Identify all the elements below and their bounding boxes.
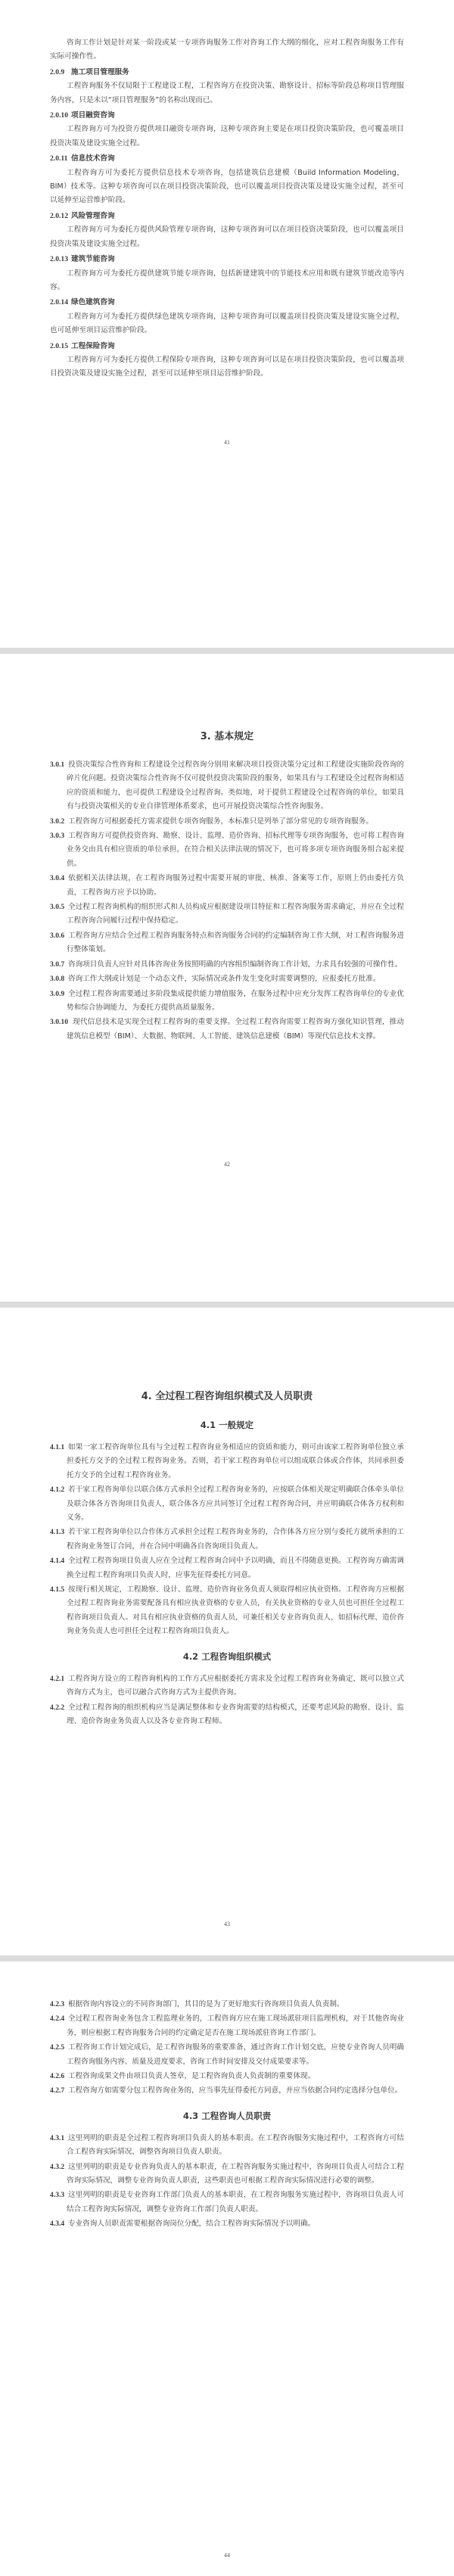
section-4-1-items [50,1441,404,1639]
clause-text: 全过程工程咨询需要通过多阶段集成提供能力增值服务，在服务过程中应充分发挥工程咨询单位的专业优势和综合协调能力，为委托方提供高质量服务。 [67,989,404,1012]
clause-number: 4.3.3 [50,2191,65,2200]
clause-title: 绿色建筑咨询 [71,298,115,307]
page-number: 44 [224,2552,230,2559]
clause-paragraph [50,2217,404,2231]
clause-paragraph [50,1554,404,1582]
clause-text: 这里列明的职责是专业咨询工作部门负责人的基本职责，在工程咨询服务实施过程中，咨询项目负责人可结合工程咨询实际情况，调整专业咨询工作部门负责人职责。 [67,2191,404,2214]
section-3-items [50,758,404,1044]
subsection-title: 4.1 一般规定 [200,1420,254,1430]
section-4-2-cont-items [50,1998,404,2098]
clause-number: 4.2.3 [50,2000,65,2008]
clause-number: 4.1.5 [50,1585,65,1594]
clause-number: 4.2.5 [50,2043,65,2052]
clause-paragraph [50,1583,404,1639]
document-page-44 [0,1962,454,2576]
clause-number: 3.0.9 [50,989,65,998]
clause-paragraph [50,2012,404,2040]
clause-paragraph [50,1441,404,1482]
clause-number: 4.1.2 [50,1486,65,1495]
clause-text: 现代信息技术是实现全过程工程咨询的重要支撑。全过程工程咨询需要工程咨询方强化知识管理，推动建筑信息模型（BIM）、大数据、物联网、人工智能、建筑信息建模（BIM）等现代信息技术支撑。 [67,1018,404,1041]
clause-title: 工程保险咨询 [71,341,115,350]
clause-paragraph [50,901,404,929]
clause-text: 专业咨询人员职责需要根据咨询岗位分配，结合工程咨询实际情况予以明确。 [68,2220,316,2229]
clause-paragraph [50,1672,404,1700]
clause-paragraph [50,758,404,814]
clause-text: 工程咨询方设立的工程咨询机构的工作方式应根据委托方需求及全过程工程咨询业务确定，既可以独立式咨询方式为主，也可以融合式咨询方式为主提供咨询。 [67,1674,404,1697]
clause-number: 3.0.8 [50,975,65,984]
clause-number: 4.1.3 [50,1528,65,1537]
clause-text: 这里列明的职责是专业咨询负责人的基本职责，在工程咨询服务实施过程中，咨询项目负责人可结合工程咨询实际情况，调整专业咨询负责人职责，这些职责也可根据工程咨询实际情况进行必要的调整。 [67,2162,404,2186]
clause-body: 工程咨询服务不仅局限于工程建设工程，工程咨询方在投资决策、勘察设计、招标等阶段总称项目管理服务内容，只是未以“项目管理服务”的名称出现而已。 [50,82,404,104]
clause-paragraph [50,1998,404,2011]
clause-body: 工程咨询方可为委托方提供建筑节能专项咨询，包括新建建筑中的节能技术应用和既有建筑节能改造等内容。 [50,269,404,291]
clause-title: 风险管理咨询 [71,211,115,220]
clause-text: 全过程工程咨询业务包含工程监理业务的，工程咨询方应在施工现场派驻项目监理机构，对于其他咨询业务，则应根据工程咨询服务合同的约定确定是否在施工现场派驻咨询工作部门。 [67,2014,404,2037]
clause-text: 全过程工程咨询项目负责人应在全过程工程咨询合同中予以明确，而且不得随意更换。工程咨询方确需调换全过程工程咨询项目负责人时，应事先征得委托方同意。 [67,1557,404,1579]
page-number: 42 [224,1161,230,1168]
clause-heading [50,109,404,123]
clause-number: 2.0.9 [50,67,65,76]
clause-text: 工程咨询方如需要分包工程咨询业务的，应当事先征得委托方同意，并应当依据合同约定选择分包单位。 [68,2086,403,2095]
clause-number: 3.0.3 [50,832,65,841]
clause-text: 全过程工程咨询的组织机构应当是满足整体和专业咨询需要的结构模式，还要考虑风险的勘察、设计、监理、造价咨询业务负责人以及各专业咨询工程师。 [67,1703,404,1725]
clause-heading [50,210,404,223]
clause-number: 4.3.1 [50,2133,65,2142]
clause-number: 3.0.4 [50,874,65,883]
clause-text: 投资决策综合性咨询和工程建设全过程咨询分别用来解决项目投资决策分定过和工程建设实施阶段咨询的碎片化问题。投资决策综合性咨询不仅可提供投资决策阶段的服务，如果具有与工程建设全过程咨询相适应的资质和能力，也可提供工程建设全过程咨询。类似地，对于提供工程建设全过程咨询的单位，如果具有与投资决策相关的专业自律管理体系要求，也可开展投资决策综合性咨询服务。 [67,761,404,811]
section-title: 4. 全过程工程咨询组织模式及人员职责 [141,1391,313,1402]
clause-paragraph [50,2084,404,2098]
clause-paragraph [50,2041,404,2069]
clause-paragraph [50,988,404,1016]
clause-paragraph [50,2070,404,2083]
document-page-42 [0,654,454,1302]
clause-number: 2.0.12 [50,211,68,220]
clause-number: 4.2.4 [50,2014,65,2024]
clause-text: 咨询项目负责人应针对具体咨询业务按照明确的内容组织编制咨询工作计划，力求具有较强的可操作性。 [68,960,403,969]
clause-title: 信息技术咨询 [71,154,115,163]
clause-number: 4.2.6 [50,2072,65,2081]
clause-text: 若干家工程咨询单位以联合体方式承担全过程工程咨询业务的，应按联合体相关规定明确联合体牵头单位及联合体各方咨询项目负责人，联合体各方应共同签订全过程工程咨询合同，并应明确联合体各方权利和义务。 [67,1486,404,1523]
clause-text: 根据咨询内容设立的不同咨询部门，其目的是为了更好地实行咨询项目负责人负责制。 [68,2000,344,2008]
clause-title: 项目融资咨询 [71,111,115,120]
document-page-41 [0,0,454,648]
clause-number: 2.0.14 [50,298,68,307]
clause-number: 4.3.2 [50,2162,65,2171]
clause-paragraph [50,2132,404,2160]
clause-paragraph [50,829,404,871]
clause-number: 4.1.4 [50,1557,65,1566]
clause-body: 工程咨询方可为委托方提供风险管理专项咨询，这种专项咨询可以在项目投资决策阶段，也可以覆盖项目投资决策及建设实施全过程。 [50,226,404,248]
clause-paragraph [50,2189,404,2217]
clause-number: 2.0.15 [50,341,68,350]
clause-paragraph [50,815,404,829]
clause-number: 2.0.13 [50,255,68,264]
clause-number: 4.1.1 [50,1443,65,1451]
clause-heading [50,66,404,79]
clause-text: 全过程工程咨询机构的组织形式和人员构成应根据建设项目特征和工程咨询服务需求确定，并应在全过程工程咨询合同履行过程中保持稳定。 [67,903,404,926]
clause-text: 咨询工作大纲或计划是一个动态文件，实际情况或条件发生变化时需要调整的，应报委托方批准。 [68,975,381,984]
clause-paragraph [50,1483,404,1525]
clause-paragraph [50,958,404,972]
clause-text: 工程咨询方可根据委托方需求提供专项咨询服务，本标准只是列举了部分常见的专项咨询服务。 [68,817,373,826]
clause-text: 若干家工程咨询单位以合作体方式承担全过程工程咨询业务的，合作体各方应分别与委托方就所承担的工程咨询业务签订合同，并在合同中明确各自咨询项目负责人。 [67,1528,404,1551]
clause-number: 4.2.7 [50,2086,65,2095]
clause-text: 工程咨询成果文件由项目负责人签章，是工程咨询负责人负责制的重要体现。 [68,2072,316,2081]
section-2-items [50,66,404,381]
clause-number: 3.0.7 [50,960,65,969]
clause-heading [50,152,404,166]
clause-number: 4.2.2 [50,1703,65,1712]
clause-title: 建筑节能咨询 [71,255,115,264]
clause-number: 3.0.1 [50,761,65,769]
page-number: 41 [224,439,230,446]
clause-paragraph [50,2161,404,2189]
clause-number: 2.0.10 [50,111,68,120]
clause-paragraph [50,872,404,900]
clause-paragraph [50,972,404,986]
clause-number: 3.0.10 [50,1018,68,1027]
clause-text: 工程咨询方应结合全过程工程咨询服务特点和咨询服务合同的约定编制咨询工作大纲，对工程咨询服务进行整体策划。 [67,931,404,954]
section-title: 3. 基本规定 [200,731,254,742]
intro-paragraph: 咨询工作计划是针对某一阶段或某一专项咨询服务工作对咨询工作大纲的细化，应对工程咨询服务工作有实际可操作性。 [50,39,404,61]
clause-text: 按现行相关规定，工程勘察、设计、监理、造价咨询业务负责人须取得相应执业资格。工程咨询方应根据全过程工程咨询业务需要配备具有相应执业资格的专业人员，有关执业资格的专业人员也可担任全过程工程咨询项目负责人。对具有相应执业资格的负责人员，可兼任相关专业咨询负责人，如招标代理、造价咨询业务负责人也可担任全过程工程咨询项目负责人。 [67,1585,404,1636]
clause-body: 工程咨询方可为委托方提供绿色建筑专项咨询，这种专项咨询可以覆盖项目投资决策及建设实施全过程，也可延伸至项目运营维护阶段。 [50,312,404,335]
clause-paragraph [50,1526,404,1554]
clause-number: 4.3.4 [50,2220,65,2229]
clause-heading [50,296,404,310]
section-4-2-items [50,1672,404,1729]
clause-text: 工程咨询工作计划完成后，是工程咨询服务的重要准备，通过咨询工作计划交底，应使专业咨询人员明确工程咨询服务内容、质量及进度要求，咨询工作时间安排及交付成果要求等。 [67,2043,404,2066]
clause-paragraph [50,1016,404,1044]
clause-title: 施工项目管理服务 [71,67,129,76]
clause-number: 2.0.11 [50,154,68,163]
clause-text: 工程咨询方可提供投资咨询、勘察、设计、监理、造价咨询、招标代理等专项咨询服务，也可将工程咨询业务交由具有相应资质的单位承担，在符合相关法律法规的情况下，也可将多项专项咨询服务组合起来提供。 [67,832,404,868]
clause-number: 3.0.2 [50,817,65,826]
section-4-3-items [50,2132,404,2232]
clause-heading [50,340,404,353]
clause-body: 工程咨询方可为委托方提供工程保险专项咨询，这种专项咨询可以是在项目投资决策阶段，也可以覆盖项目投资决策及建设实施全过程，甚至可以延伸至项目运营维护阶段。 [50,355,404,378]
clause-paragraph [50,929,404,957]
clause-paragraph [50,1701,404,1729]
clause-number: 4.2.1 [50,1674,65,1683]
document-page-43 [0,1308,454,1955]
clause-text: 如果一家工程咨询单位具有与全过程工程咨询业务相适应的资质和能力，则可由该家工程咨询单位独立承担委托方交予的全过程工程咨询业务。否则，若干家工程咨询单位可以组成联合体或合作体，共同承担委托方交予的全过程工程咨询业务。 [67,1443,404,1479]
clause-heading [50,253,404,266]
page-number: 43 [224,1921,230,1927]
subsection-title: 4.3 工程咨询人员职责 [182,2110,272,2121]
clause-body: 工程咨询方可为委托方提供信息技术专项咨询，包括建筑信息建模（Build Information Modeling，BIM）技术等。这种专项咨询可以在项目投资决策阶段，也可以覆盖项目投资决策及建设实施全过程，甚至可以延伸至运营维护阶段。 [50,168,404,205]
clause-body: 工程咨询方可为投资方提供项目融资专项咨询，这种专项咨询主要是在项目投资决策阶段，也可覆盖项目投资决策及建设实施全过程。 [50,125,404,148]
subsection-title-2: 4.2 工程咨询组织模式 [182,1650,272,1662]
clause-number: 3.0.5 [50,903,65,912]
clause-number: 3.0.6 [50,931,65,940]
clause-text: 依据相关法律法规，在工程咨询服务过程中需要开展的审批、核准、备案等工作，原则上仍由委托方负责，工程咨询方应予以协助。 [67,874,404,897]
clause-text: 这里列明的职责是全过程工程咨询项目负责人的基本职责。在工程咨询服务实施过程中，工程咨询方可结合工程咨询实际情况，调整咨询项目负责人职责。 [67,2133,404,2157]
